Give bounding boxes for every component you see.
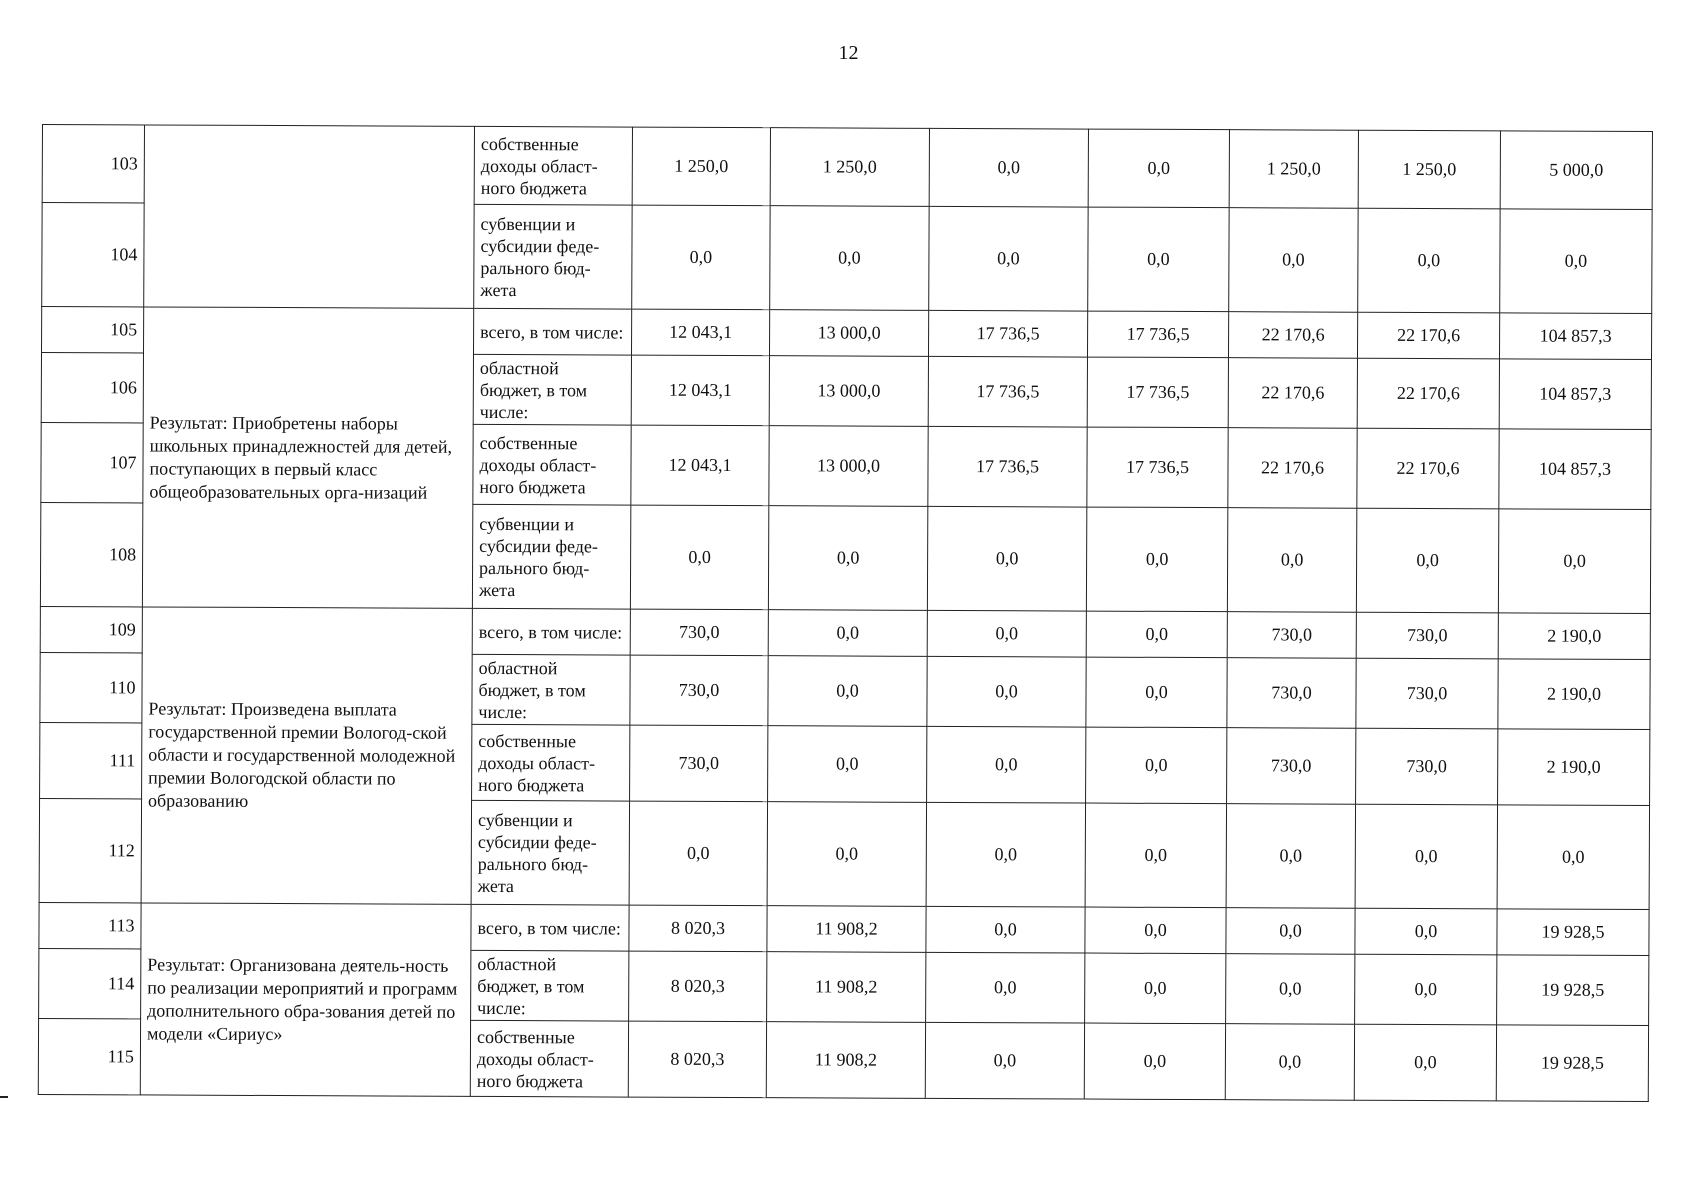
value-cell: 0,0 [1229, 208, 1358, 313]
margin-mark [0, 1096, 8, 1098]
total-value-cell: 2 190,0 [1498, 659, 1650, 730]
row-number: 111 [40, 722, 142, 798]
value-cell: 0,0 [1358, 208, 1500, 313]
value-cell: 0,0 [1086, 657, 1227, 728]
total-value-cell: 0,0 [1500, 209, 1652, 314]
budget-table [38, 124, 1653, 1102]
value-cell: 730,0 [1356, 658, 1498, 729]
row-number: 105 [42, 307, 144, 353]
total-value-cell: 19 928,5 [1497, 909, 1649, 956]
total-value-cell: 2 190,0 [1498, 729, 1650, 806]
value-cell: 0,0 [1355, 954, 1497, 1025]
value-cell: 0,0 [632, 205, 770, 310]
value-cell: 0,0 [1354, 1024, 1496, 1101]
value-cell: 13 000,0 [769, 426, 928, 507]
total-value-cell: 0,0 [1498, 509, 1650, 614]
value-cell: 1 250,0 [1358, 130, 1500, 209]
value-cell: 22 170,6 [1357, 312, 1499, 359]
value-cell: 730,0 [630, 725, 768, 802]
value-cell: 0,0 [1355, 804, 1497, 909]
total-value-cell: 104 857,3 [1499, 429, 1651, 510]
value-cell: 0,0 [767, 802, 926, 907]
value-cell: 11 908,2 [767, 952, 926, 1023]
value-cell: 0,0 [1355, 908, 1497, 955]
total-value-cell: 5 000,0 [1500, 131, 1652, 210]
value-cell: 13 000,0 [769, 310, 928, 357]
funding-source: собственные доходы област-ного бюджета [473, 424, 631, 505]
value-cell: 11 908,2 [767, 906, 926, 953]
value-cell: 0,0 [926, 906, 1085, 953]
value-cell: 0,0 [1356, 508, 1498, 613]
value-cell: 0,0 [1227, 508, 1356, 613]
value-cell: 730,0 [1227, 658, 1356, 729]
value-cell: 17 736,5 [1087, 427, 1228, 508]
total-value-cell: 104 857,3 [1499, 313, 1651, 360]
value-cell: 17 736,5 [928, 356, 1087, 427]
value-cell: 730,0 [1356, 728, 1498, 805]
total-value-cell: 19 928,5 [1496, 1025, 1648, 1102]
value-cell: 0,0 [1086, 611, 1227, 658]
table-row [39, 902, 1649, 955]
value-cell: 17 736,5 [928, 310, 1087, 357]
value-cell: 8 020,3 [628, 1021, 766, 1098]
value-cell: 17 736,5 [1087, 357, 1228, 428]
funding-source: собственные доходы област-ного бюджета [474, 126, 632, 205]
value-cell: 0,0 [768, 726, 927, 803]
row-number: 106 [41, 353, 143, 423]
total-value-cell: 0,0 [1497, 805, 1649, 910]
row-number: 114 [39, 948, 141, 1018]
value-cell: 8 020,3 [629, 905, 767, 952]
value-cell: 22 170,6 [1228, 428, 1357, 509]
value-cell: 11 908,2 [766, 1022, 925, 1099]
row-number: 108 [40, 502, 142, 606]
result-description [144, 125, 475, 308]
table-row [42, 307, 1652, 360]
value-cell: 22 170,6 [1228, 312, 1357, 359]
value-cell: 0,0 [1226, 804, 1355, 909]
row-number: 115 [38, 1018, 140, 1094]
value-cell: 0,0 [1086, 507, 1227, 612]
value-cell: 12 043,1 [631, 309, 769, 356]
value-cell: 17 736,5 [1087, 311, 1228, 358]
value-cell: 12 043,1 [631, 425, 769, 506]
value-cell: 0,0 [1085, 953, 1226, 1024]
funding-source: собственные доходы област-ного бюджета [472, 724, 630, 801]
value-cell: 0,0 [926, 802, 1085, 907]
funding-source: областной бюджет, в том числе: [473, 354, 631, 425]
result-description: Результат: Организована деятель-ность по реализации мероприятий и программ дополнительного обра-зования детей по модели «Сириус» [140, 903, 471, 1096]
value-cell: 0,0 [768, 506, 927, 611]
value-cell: 0,0 [1226, 954, 1355, 1025]
row-number: 107 [41, 422, 143, 502]
value-cell: 730,0 [1356, 612, 1498, 659]
value-cell: 0,0 [1226, 908, 1355, 955]
value-cell: 730,0 [630, 609, 768, 656]
funding-source: областной бюджет, в том числе: [471, 950, 629, 1021]
value-cell: 730,0 [630, 655, 768, 726]
value-cell: 0,0 [1086, 727, 1227, 804]
value-cell: 0,0 [1225, 1024, 1354, 1101]
value-cell: 0,0 [1085, 803, 1226, 908]
total-value-cell: 2 190,0 [1498, 613, 1650, 660]
table-row [42, 125, 1652, 210]
value-cell: 0,0 [1084, 1023, 1225, 1100]
page-number: 12 [838, 42, 859, 64]
total-value-cell: 19 928,5 [1497, 955, 1649, 1026]
value-cell: 0,0 [768, 656, 927, 727]
value-cell: 22 170,6 [1357, 358, 1499, 429]
value-cell: 0,0 [770, 206, 929, 311]
table-body [38, 125, 1652, 1102]
row-number: 110 [40, 652, 142, 722]
row-number: 113 [39, 902, 141, 948]
row-number: 103 [42, 125, 144, 203]
value-cell: 22 170,6 [1228, 358, 1357, 429]
value-cell: 730,0 [1227, 612, 1356, 659]
value-cell: 0,0 [927, 656, 1086, 727]
value-cell: 0,0 [927, 726, 1086, 803]
value-cell: 1 250,0 [632, 127, 770, 206]
value-cell: 17 736,5 [928, 426, 1087, 507]
value-cell: 0,0 [1088, 129, 1229, 208]
funding-source: всего, в том числе: [471, 904, 629, 951]
table-row [40, 606, 1650, 659]
value-cell: 1 250,0 [770, 128, 929, 207]
funding-source: субвенции и субсидии феде-рального бюд-жета [471, 800, 629, 905]
value-cell: 0,0 [929, 206, 1088, 311]
total-value-cell: 104 857,3 [1499, 359, 1651, 430]
result-description: Результат: Произведена выплата государственной премии Вологод-ской области и государственной молодежной премии Вологодской области по образованию [141, 607, 472, 904]
value-cell: 0,0 [925, 1022, 1084, 1099]
row-number: 109 [40, 606, 142, 652]
funding-source: субвенции и субсидии феде-рального бюд-жета [472, 504, 630, 609]
result-description: Результат: Приобретены наборы школьных принадлежностей для детей, поступающих в первый класс общеобразовательных орга-низаций [142, 307, 473, 608]
value-cell: 1 250,0 [1229, 130, 1358, 209]
value-cell: 12 043,1 [631, 355, 769, 426]
value-cell: 0,0 [1085, 907, 1226, 954]
value-cell: 0,0 [926, 952, 1085, 1023]
funding-source: областной бюджет, в том числе: [472, 654, 630, 725]
funding-source: собственные доходы област-ного бюджета [470, 1020, 628, 1097]
value-cell: 0,0 [630, 505, 768, 610]
funding-source: всего, в том числе: [473, 308, 631, 355]
row-number: 112 [39, 798, 141, 902]
value-cell: 0,0 [927, 610, 1086, 657]
value-cell: 0,0 [629, 801, 767, 906]
value-cell: 0,0 [768, 610, 927, 657]
row-number: 104 [42, 203, 144, 307]
budget-table-wrapper [38, 124, 1652, 1102]
funding-source: всего, в том числе: [472, 608, 630, 655]
value-cell: 13 000,0 [769, 356, 928, 427]
value-cell: 8 020,3 [629, 951, 767, 1022]
funding-source: субвенции и субсидии феде-рального бюд-жета [474, 204, 632, 309]
value-cell: 0,0 [927, 506, 1086, 611]
value-cell: 0,0 [1088, 207, 1229, 312]
value-cell: 0,0 [929, 128, 1088, 207]
value-cell: 730,0 [1227, 728, 1356, 805]
value-cell: 22 170,6 [1357, 428, 1499, 509]
